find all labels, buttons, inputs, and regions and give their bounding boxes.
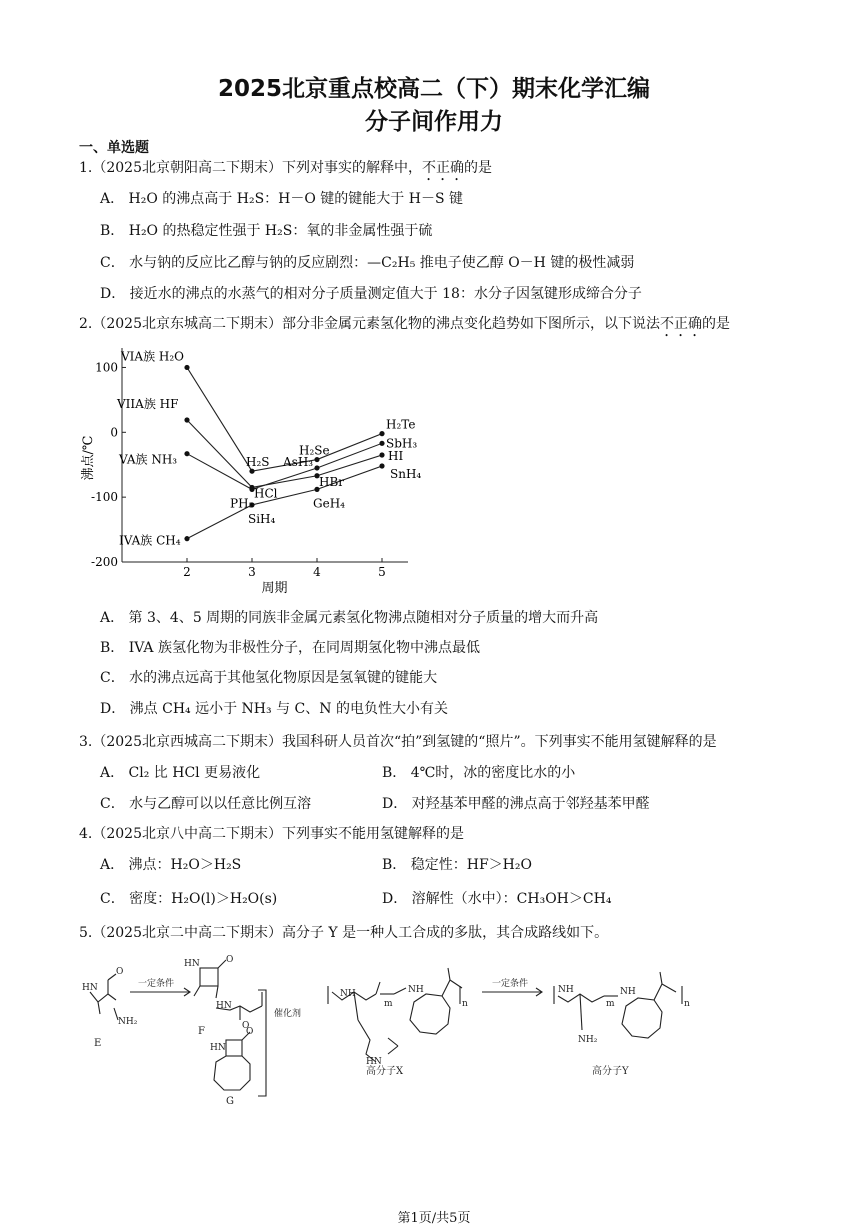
- question-3-stem: 3.（2025北京西城高二下期末）我国科研人员首次“拍”到氢键的“照片”。下列事实不能用氢键解释的是: [79, 734, 717, 750]
- sub-m-y: m: [606, 999, 615, 1009]
- point-label: HI: [388, 449, 404, 463]
- q1-option-b: B． H₂O 的热稳定性强于 H₂S：氧的非金属性强于硫: [100, 223, 433, 239]
- label-f: F: [198, 1026, 205, 1037]
- atom-nh2-e: NH₂: [118, 1017, 138, 1027]
- data-point: [379, 463, 384, 468]
- x-tick-label: 2: [183, 565, 191, 579]
- x-tick-label: 4: [313, 565, 321, 579]
- point-label: IVA族 CH₄: [119, 533, 181, 548]
- q2-stem-text: 2.（2025北京东城高二下期末）部分非金属元素氢化物的沸点变化趋势如下图所示，以下说法: [79, 316, 660, 332]
- q1-stem-text: 1.（2025北京朝阳高二下期末）下列对事实的解释中，: [79, 160, 422, 176]
- label-x: 高分子X: [366, 1066, 404, 1077]
- atom-nh2-y: NH₂: [578, 1035, 598, 1045]
- data-point: [184, 451, 189, 456]
- point-label: HBr: [319, 474, 345, 489]
- page-title: 2025北京重点校高二（下）期末化学汇编: [217, 76, 650, 102]
- boiling-point-chart: [78, 340, 438, 595]
- q3-option-b: B． 4℃时，冰的密度比水的小: [382, 765, 576, 781]
- atom-hn-g: HN: [210, 1043, 226, 1053]
- q2-option-d: D． 沸点 CH₄ 远小于 NH₃ 与 C、N 的电负性大小有关: [100, 701, 448, 717]
- q1-option-a: A． H₂O 的沸点高于 H₂S：H－O 键的键能大于 H－S 键: [100, 191, 464, 207]
- molecule-e-chain: [90, 992, 116, 1002]
- polymer-y-octagon: [622, 998, 662, 1038]
- point-label: SnH₄: [390, 467, 422, 482]
- atom-nh-x2: NH: [408, 985, 424, 995]
- label-e: E: [94, 1038, 102, 1049]
- q1-option-d: D． 接近水的沸点的水蒸气的相对分子质量测定值大于 18：水分子因氢键形成缔合分子: [100, 286, 642, 302]
- y-tick-label: -100: [91, 490, 118, 505]
- x-tick-label: 3: [248, 565, 256, 579]
- y-tick-label: 100: [95, 360, 118, 375]
- point-label: SiH₄: [248, 511, 276, 526]
- label-y: 高分子Y: [592, 1066, 629, 1077]
- point-label: SbH₃: [386, 436, 418, 451]
- molecule-g-ring: [226, 1040, 242, 1056]
- point-label: VIIA族 HF: [117, 396, 179, 411]
- molecule-f-ring: [200, 968, 218, 986]
- point-label: VA族 NH₃: [119, 452, 178, 467]
- molecule-g-octagon: [214, 1056, 250, 1090]
- data-point: [184, 365, 189, 370]
- condition-2: 催化剂: [274, 1009, 302, 1019]
- q4-option-b: B． 稳定性：HF＞H₂O: [382, 857, 532, 873]
- y-tick-label: -200: [91, 555, 118, 569]
- condition-1: 一定条件: [138, 979, 175, 989]
- sub-n-y: n: [684, 999, 690, 1009]
- reaction-scheme: [70, 950, 730, 1110]
- q4-option-d: D． 溶解性（水中）：CH₃OH＞CH₄: [382, 891, 612, 907]
- atom-o-f: O: [226, 955, 234, 965]
- atom-hn-x: HN: [366, 1057, 382, 1067]
- q2-option-c: C． 水的沸点远高于其他氢化物原因是氢氧键的键能大: [100, 670, 438, 686]
- data-point: [379, 441, 384, 446]
- label-g: G: [226, 1096, 234, 1107]
- data-point: [314, 457, 319, 462]
- series-line-2: [187, 420, 382, 487]
- question-2-stem: [79, 313, 730, 340]
- point-label: PH₃: [230, 496, 254, 511]
- atom-o-f2: O: [242, 1021, 250, 1031]
- series-line-4: [187, 466, 382, 539]
- data-point: [379, 452, 384, 457]
- question-4-stem: 4.（2025北京八中高二下期末）下列事实不能用氢键解释的是: [79, 826, 464, 842]
- x-tick-label: 5: [378, 565, 386, 579]
- condition-3: 一定条件: [492, 979, 529, 989]
- point-label: HCl: [254, 486, 278, 501]
- polymer-y-chain: [558, 994, 604, 1002]
- q1-stem-end: 的是: [464, 160, 492, 176]
- q3-option-a: A． Cl₂ 比 HCl 更易液化: [100, 765, 261, 781]
- question-1-stem: [79, 157, 492, 184]
- polymer-x-octagon: [410, 994, 450, 1034]
- q2-option-b: B． IVA 族氢化物为非极性分子，在同周期氢化物中沸点最低: [100, 640, 480, 656]
- atom-nh-y2: NH: [620, 987, 636, 997]
- point-label: H₂S: [246, 455, 270, 470]
- question-5-stem: 5.（2025北京二中高二下期末）高分子 Y 是一种人工合成的多肽，其合成路线如下。: [79, 925, 609, 941]
- q4-option-c: C． 密度：H₂O(l)＞H₂O(s): [100, 891, 278, 907]
- sub-n-x: n: [462, 999, 468, 1009]
- x-axis-label: 周期: [261, 581, 288, 595]
- q1-stem-emphasis: 不正确: [422, 160, 464, 176]
- q3-option-d: D． 对羟基苯甲醛的沸点高于邻羟基苯甲醛: [382, 796, 650, 812]
- q4-option-a: A． 沸点：H₂O＞H₂S: [100, 857, 242, 873]
- point-label: VIA族 H₂O: [121, 349, 185, 364]
- point-label: GeH₄: [313, 496, 345, 511]
- point-label: H₂Te: [386, 417, 416, 432]
- page-footer: 第1页/共5页: [397, 1211, 471, 1226]
- y-tick-label: 0: [110, 425, 118, 440]
- atom-hn-f: HN: [184, 959, 200, 969]
- q3-option-c: C． 水与乙醇可以以任意比例互溶: [100, 796, 312, 812]
- data-point: [184, 417, 189, 422]
- atom-nh-x: NH: [340, 989, 356, 999]
- q2-stem-end: 的是: [701, 316, 730, 332]
- data-point: [314, 465, 319, 470]
- atom-hn-e: HN: [82, 983, 98, 993]
- q2-option-a: A． 第 3、4、5 周期的同族非金属元素氢化物沸点随相对分子质量的增大而升高: [100, 610, 599, 626]
- q2-stem-emphasis: 不正确: [659, 316, 702, 332]
- point-label: AsH₃: [283, 454, 314, 469]
- q1-option-c: C． 水与钠的反应比乙醇与钠的反应剧烈：—C₂H₅ 推电子使乙醇 O－H 键的极性减弱: [100, 255, 635, 271]
- point-label: H₂Se: [299, 443, 330, 458]
- atom-hn-f2: HN: [216, 1001, 232, 1011]
- atom-o-e: O: [116, 967, 124, 977]
- page-subtitle: 分子间作用力: [365, 109, 503, 135]
- sub-m-x: m: [384, 999, 393, 1009]
- data-point: [184, 536, 189, 541]
- atom-o-g: O: [246, 1027, 254, 1037]
- data-point: [379, 431, 384, 436]
- atom-nh-y: NH: [558, 985, 574, 995]
- data-point: [249, 469, 254, 474]
- y-axis-label: 沸点/℃: [81, 435, 96, 481]
- section-heading: 一、单选题: [79, 140, 149, 156]
